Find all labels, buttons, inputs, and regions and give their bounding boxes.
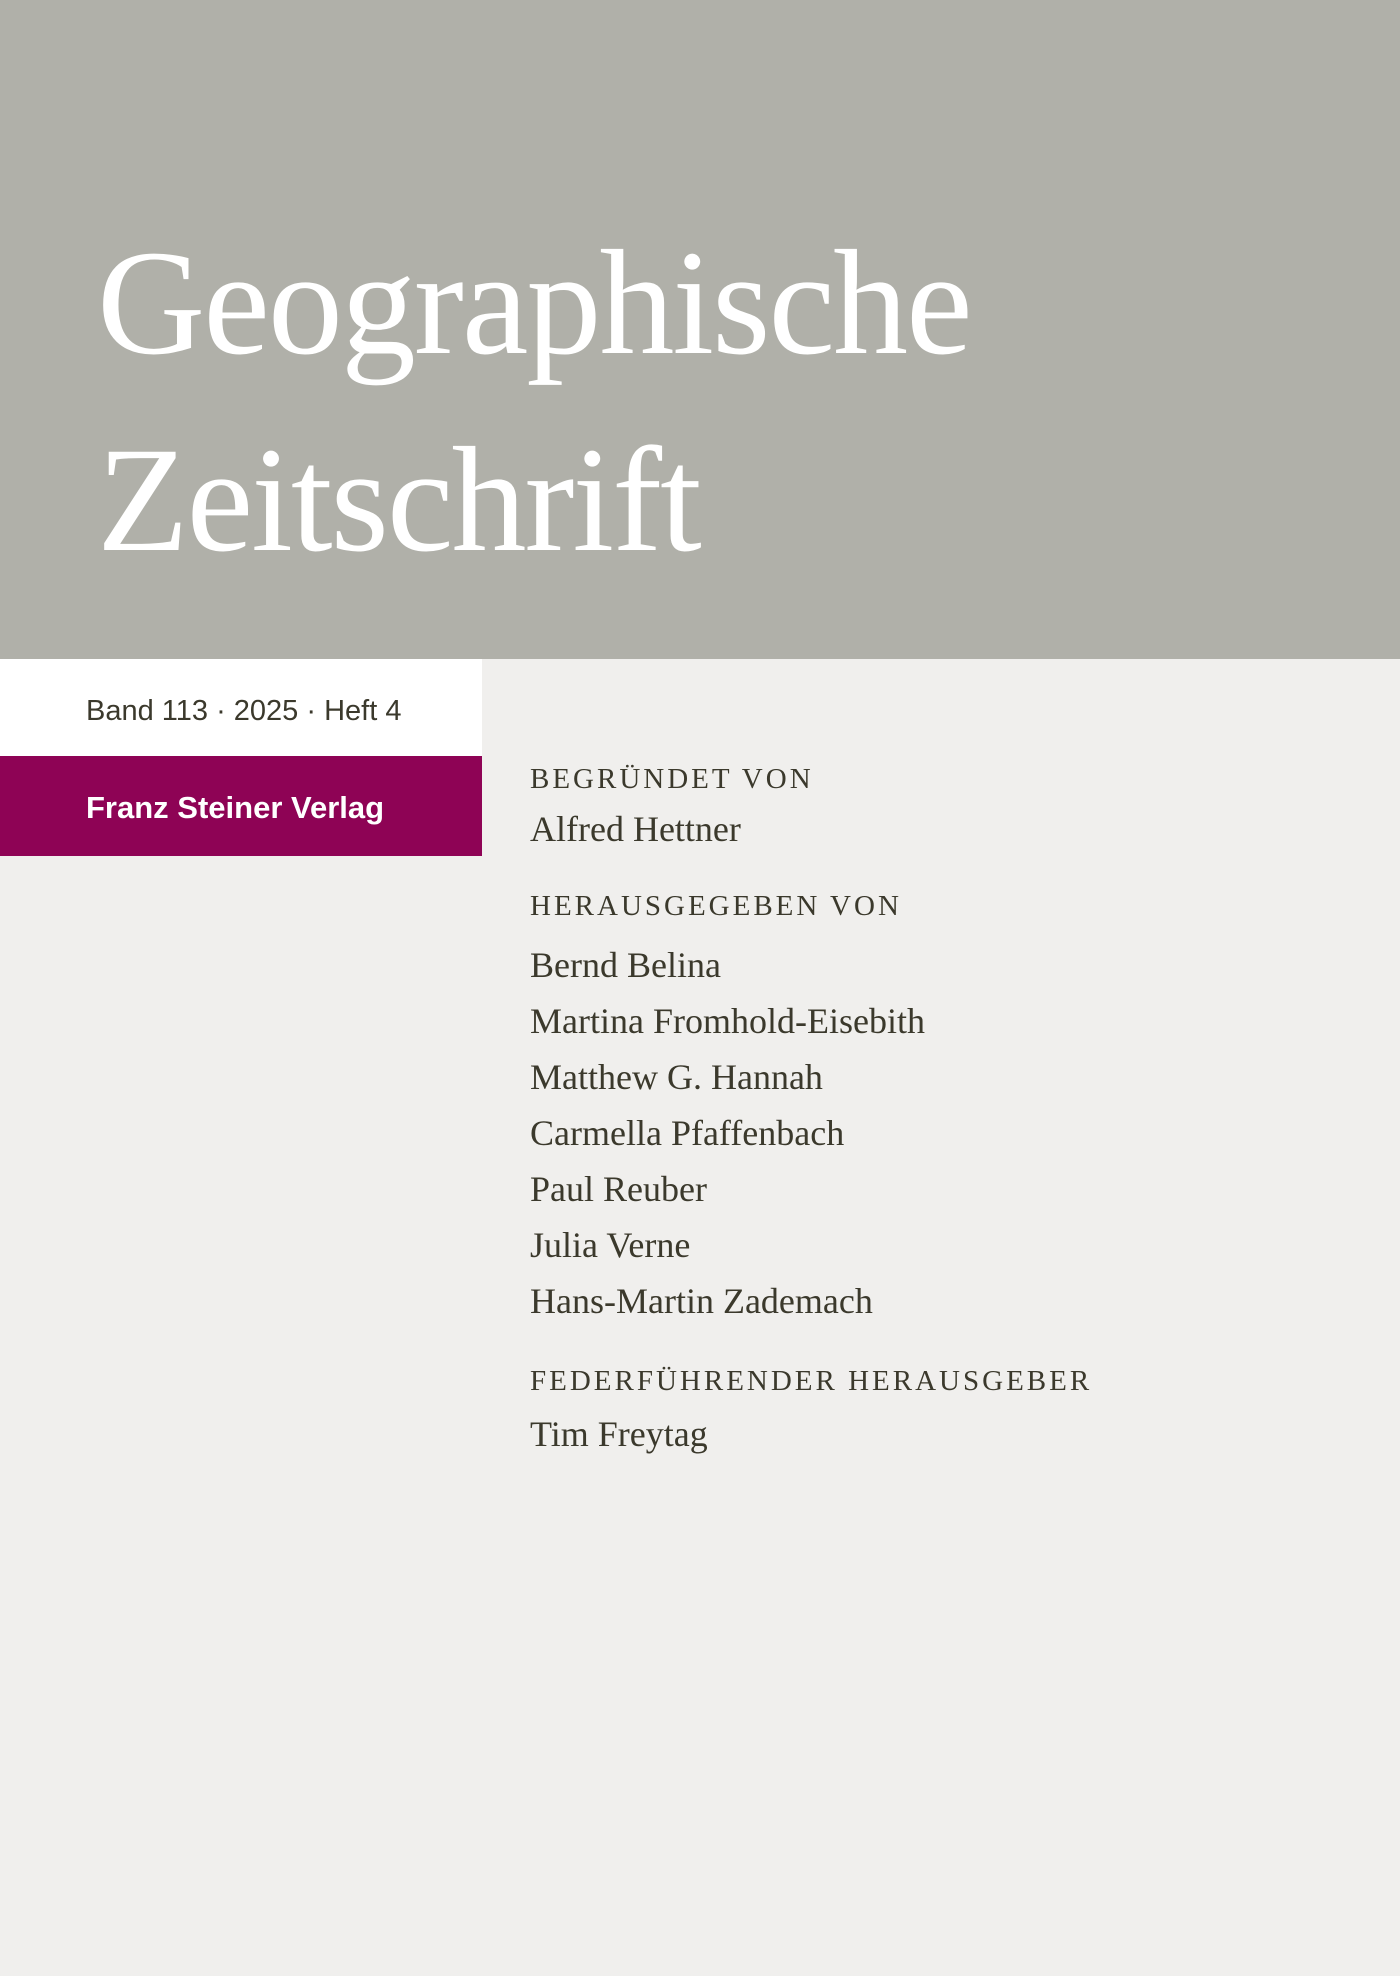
editor-name: Paul Reuber (530, 1169, 707, 1209)
editor-name: Matthew G. Hannah (530, 1057, 823, 1097)
lead-editor-label: FEDERFÜHRENDER HERAUSGEBER (530, 1365, 1093, 1397)
editor-name: Julia Verne (530, 1225, 691, 1265)
journal-title (97, 205, 971, 599)
lead-editor-name: Tim Freytag (530, 1414, 708, 1454)
founder-name: Alfred Hettner (530, 809, 741, 849)
editor-name: Carmella Pfaffenbach (530, 1113, 845, 1153)
editors-list (530, 937, 1350, 1329)
editorial-column (530, 659, 1350, 1462)
issue-info-text: Band 113 · 2025 · Heft 4 (86, 695, 402, 727)
issue-info-box (0, 659, 482, 756)
edited-by-label: HERAUSGEGEBEN VON (530, 890, 902, 922)
publisher-bar (0, 756, 482, 856)
editor-name: Hans-Martin Zademach (530, 1281, 873, 1321)
editor-name: Martina Fromhold-Eisebith (530, 1001, 925, 1041)
publisher-name: Franz Steiner Verlag (86, 790, 385, 825)
founded-by-label: BEGRÜNDET VON (530, 763, 814, 795)
journal-title-line2: Zeitschrift (97, 417, 700, 583)
masthead-banner (0, 0, 1400, 659)
editor-name: Bernd Belina (530, 945, 721, 985)
journal-title-line1: Geographische (97, 220, 971, 386)
